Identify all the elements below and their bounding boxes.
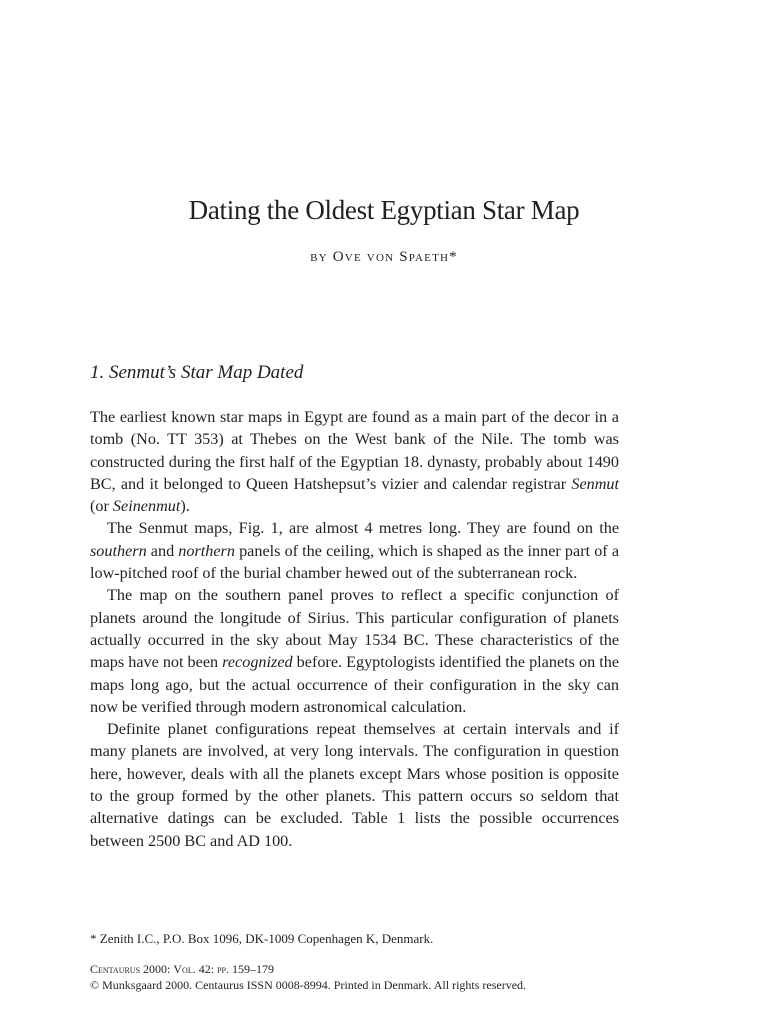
paragraph-4: Definite planet configurations repeat themselves at certain intervals and if many planets are involved, at very long intervals. The configuration in question here, however, deals with all the planets except Mars whose position is opposite to the group formed by the other planets. This pattern occurs so seldom that alternative datings can be excluded. Table 1 lists the possible occurrences between 2500 BC and AD 100. [90,720,619,850]
p2-em-southern: southern [90,541,147,560]
author-affiliation-footnote: * Zenith I.C., P.O. Box 1096, DK-1009 Copenhagen K, Denmark. [90,931,434,946]
paragraph-2 [90,517,619,584]
p2-em-northern: northern [178,541,235,560]
journal-citation-line [90,961,526,977]
p1-text-a: The earliest known star maps in Egypt are found as a main part of the decor in a tomb (No. TT 353) at Thebes on the West bank of the Nile. The tomb was constructed during the first half of the Egyptian 18. dynasty, probably about 1490 BC, and it belonged to Queen Hatshepsut’s vizier and calendar registrar [90,408,619,493]
p1-text-e: ). [180,497,190,516]
p3-text-c: before. Egyptologists identified the planets on the maps long ago, but the actual occurrence of their configuration in the sky can now be verified through modern astronomical calculation. [90,653,620,716]
p2-text-e: panels of the ceiling, which is shaped as the inner part of a low-pitched roof of the burial chamber hewed out of the subterranean rock. [90,541,620,583]
author-byline [0,247,768,267]
p2-text-c: and [146,541,179,560]
article-title: Dating the Oldest Egyptian Star Map [188,195,580,225]
p3-text-a: The map on the southern panel proves to reflect a specific conjunction of planets around the longitude of Sirius. This particular configuration of planets actually occurred in the sky about May 1534 BC. These characteristics of the maps have not been [90,586,619,672]
paragraph-3 [90,584,619,718]
p1-em-seinenmut: Seinenmut [112,497,181,516]
byline-prefix: by [310,249,328,265]
author-footnote-marker: * [449,249,458,265]
p1-em-senmut: Senmut [571,474,619,493]
journal-pages: . 159–179 [225,962,274,976]
article-body [90,406,619,852]
section-heading: 1. Senmut’s Star Map Dated [90,362,304,383]
p3-em-recognized: recognized [222,653,293,672]
journal-name: Centaurus [90,962,141,976]
paragraph-1 [90,406,619,517]
p2-text-a: The Senmut maps, Fig. 1, are almost 4 metres long. They are found on the [107,519,619,538]
journal-year: 2000: [140,962,174,976]
journal-vol-label: Vol [173,962,193,976]
author-name: Ove von Spaeth [332,249,450,265]
journal-vol-number: . 42: [192,962,218,976]
journal-info [90,961,526,993]
p1-text-c: (or [90,497,113,516]
journal-pp-label: pp [217,962,226,976]
copyright-line: © Munksgaard 2000. Centaurus ISSN 0008-8994. Printed in Denmark. All rights reserved. [90,978,527,992]
